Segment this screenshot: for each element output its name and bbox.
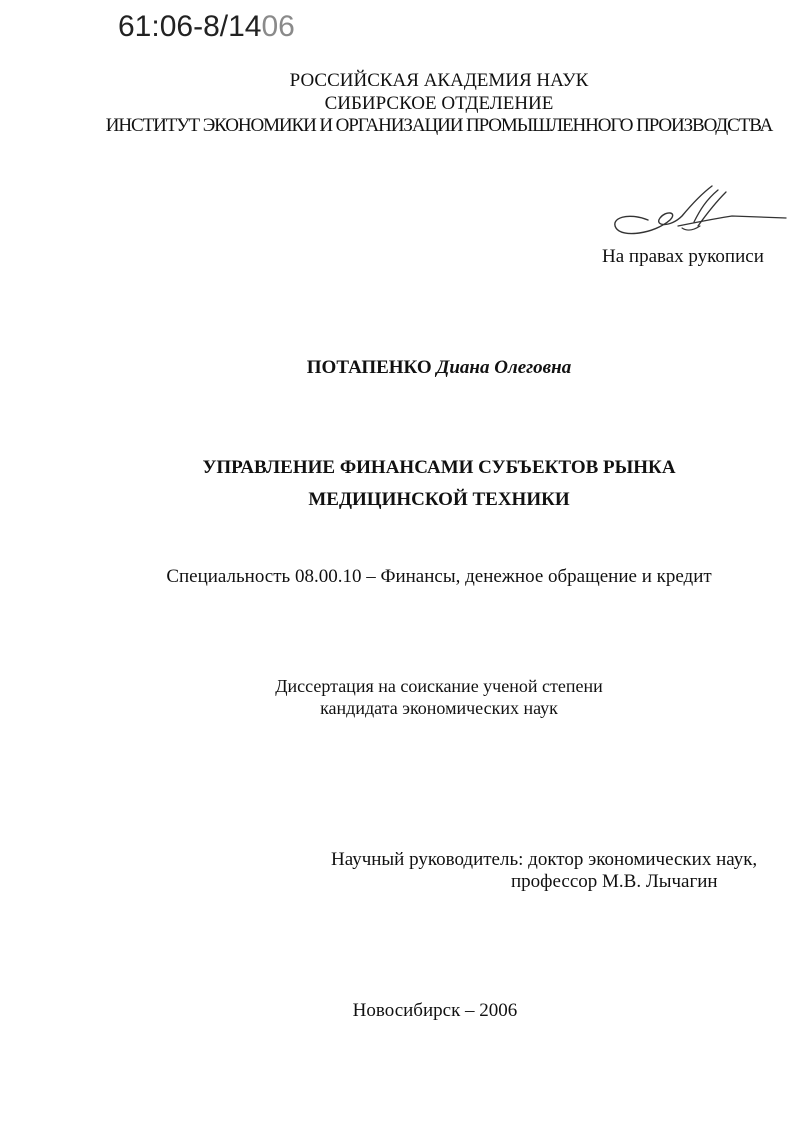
catalog-number: [118, 10, 295, 44]
thesis-title-line-1: УПРАВЛЕНИЕ ФИНАНСАМИ СУБЪЕКТОВ РЫНКА: [202, 457, 676, 478]
dissertation-line-2: кандидата экономических наук: [320, 698, 558, 718]
catalog-number-main: 61:06-8/14: [118, 10, 262, 43]
thesis-title-line-2: МЕДИЦИНСКОЙ ТЕХНИКИ: [308, 489, 570, 510]
city-year: Новосибирск – 2006: [352, 1000, 518, 1021]
advisor-line-1: Научный руководитель: доктор экономических наук,: [331, 849, 758, 870]
specialty-line: Специальность 08.00.10 – Финансы, денежное обращение и кредит: [166, 566, 712, 587]
catalog-number-faded: 06: [261, 10, 295, 43]
author-name: [0, 357, 794, 379]
signature-icon: [608, 182, 788, 244]
institute-name: ИНСТИТУТ ЭКОНОМИКИ И ОРГАНИЗАЦИИ ПРОМЫШЛЕННОГО ПРОИЗВОДСТВА: [105, 115, 773, 136]
academy-name: РОССИЙСКАЯ АКАДЕМИЯ НАУК: [289, 70, 589, 91]
dissertation-line-1: Диссертация на соискание ученой степени: [275, 676, 603, 696]
advisor-line-2: профессор М.В. Лычагин: [511, 871, 718, 892]
manuscript-rights-note: На правах рукописи: [602, 246, 764, 267]
author-given-names: Диана Олеговна: [436, 357, 572, 378]
branch-name: СИБИРСКОЕ ОТДЕЛЕНИЕ: [324, 93, 554, 114]
author-surname: ПОТАПЕНКО: [306, 357, 432, 378]
